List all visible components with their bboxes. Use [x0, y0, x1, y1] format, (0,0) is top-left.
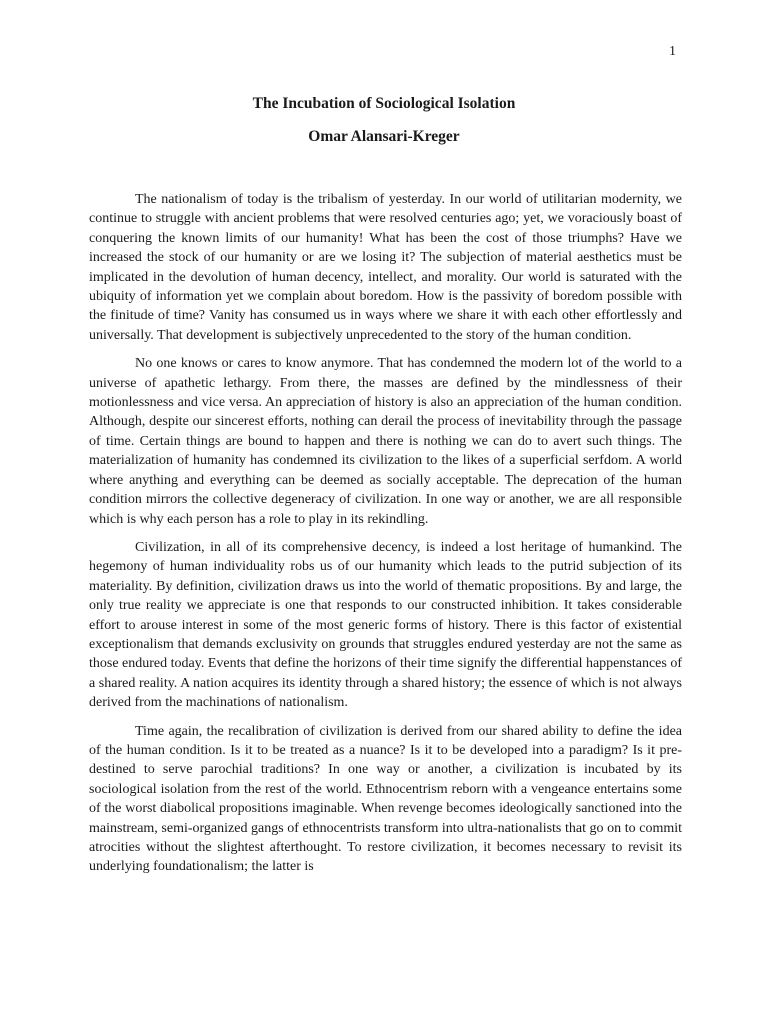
paragraph-4: Time again, the recalibration of civilization is derived from our shared ability to define the idea of the human condition. Is it to be treated as a nuance? Is it to be developed into a paradigm? Is it pre-destined to serve parochial traditions? In one way or another, a civilization is incubated by its sociological isolation from the rest of the world. Ethnocentrism reborn with a vengeance entertains some of the worst diabolical propositions imaginable. When revenge becomes ideologically sanctioned into the mainstream, semi-organized gangs of ethnocentrists transform into ultra-nationalists that go on to commit atrocities without the slightest afterthought. To restore civilization, it becomes necessary to revisit its underlying foundationalism; the latter is [89, 723, 682, 875]
paragraph-2: No one knows or cares to know anymore. That has condemned the modern lot of the world to a universe of apathetic lethargy. From there, the masses are defined by the mindlessness of their motionlessness and vice versa. An appreciation of history is also an appreciation of the human condition. Although, despite our sincerest efforts, nothing can derail the process of inevitability through the passage of time. Certain things are bound to happen and there is nothing we can do to avert such things. The materialization of humanity has condemned its civilization to the likes of a superficial serfdom. A world where anything and everything can be deemed as socially acceptable. The deprecation of the human condition mirrors the collective degeneracy of civilization. In one way or another, we are all responsible which is why each person has a role to play in its rekindling. [89, 356, 682, 527]
document-author: Omar Alansari-Kreger [308, 128, 460, 145]
document-title: The Incubation of Sociological Isolation [252, 95, 516, 112]
paragraph-1: The nationalism of today is the tribalism of yesterday. In our world of utilitarian modernity, we continue to struggle with ancient problems that were resolved centuries ago; yet, we voraciously boast of conquering the known limits of our humanity! What has been the cost of those triumphs? Have we increased the stock of our humanity or are we losing it? The subjection of material aesthetics must be implicated in the devolution of human decency, intellect, and morality. Our world is saturated with the ubiquity of information yet we complain about boredom. How is the passivity of boredom possible with the finitude of time? Vanity has consumed us in ways where we share it with each other effortlessly and universally. That development is subjectively unprecedented to the story of the human condition. [89, 192, 682, 343]
document-body [89, 190, 682, 886]
page-number: 1 [669, 44, 676, 59]
paragraph-3: Civilization, in all of its comprehensive decency, is indeed a lost heritage of humankind. The hegemony of human individuality robs us of our humanity which leads to the putrid subjection of its materiality. By definition, civilization draws us into the world of thematic propositions. By and large, the only true reality we appreciate is one that responds to our constructed inhibition. It takes considerable effort to arouse interest in some of the most generic forms of history. There is this factor of existential exceptionalism that demands exclusivity on grounds that struggles endured yesterday are not the same as those endured today. Events that define the horizons of their time signify the differential happenstances of a shared reality. A nation acquires its identity through a shared history; the essence of which is not always derived from the machinations of nationalism. [89, 539, 682, 711]
